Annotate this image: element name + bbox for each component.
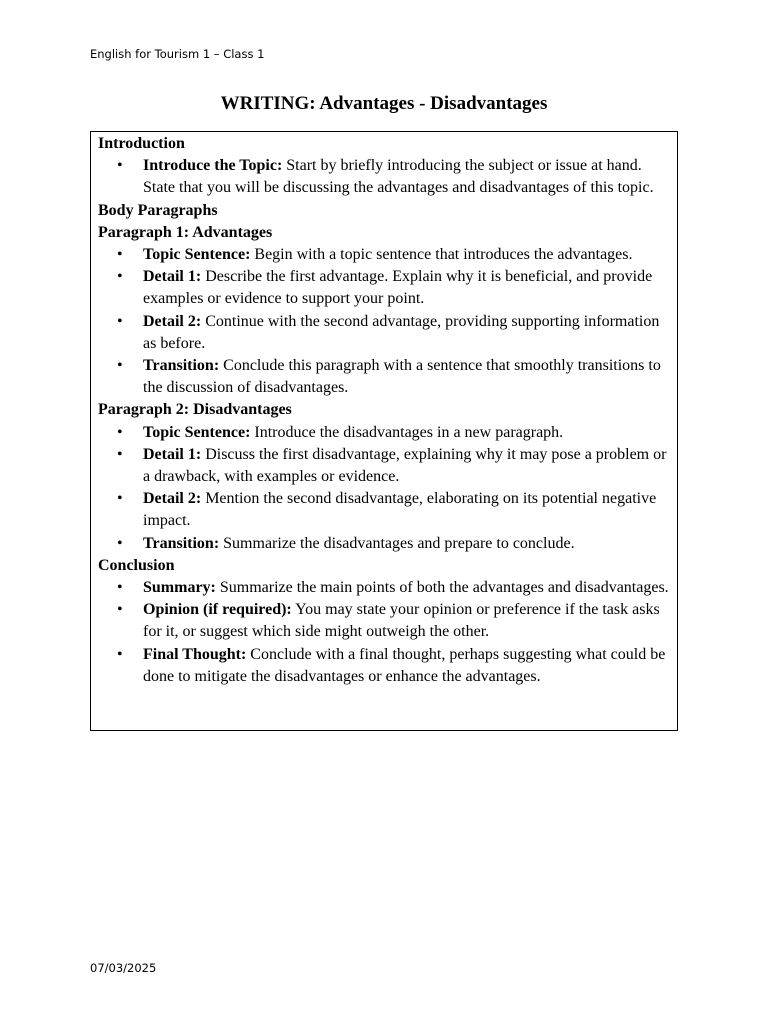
item-text: Start by briefly introducing the subject or issue at hand. State that you will be discussing the advantages and disadvantages of this topic. bbox=[143, 157, 654, 197]
item-term: Introduce the Topic: bbox=[143, 157, 283, 175]
list-item bbox=[98, 577, 673, 599]
footer-date: 07/03/2025 bbox=[90, 961, 157, 975]
outline-content bbox=[98, 133, 673, 688]
item-text: Describe the first advantage. Explain why it is beneficial, and provide examples or evidence to support your point. bbox=[143, 268, 653, 308]
list-item bbox=[98, 488, 673, 532]
list-item bbox=[98, 422, 673, 444]
item-text: Summarize the disadvantages and prepare to conclude. bbox=[219, 534, 575, 552]
bullet-icon: • bbox=[117, 534, 123, 552]
conclusion-list bbox=[98, 577, 673, 688]
page-title: WRITING: Advantages - Disadvantages bbox=[220, 93, 548, 114]
list-item bbox=[98, 355, 673, 399]
bullet-icon: • bbox=[117, 579, 123, 597]
bullet-icon: • bbox=[117, 157, 123, 175]
list-item bbox=[98, 533, 673, 555]
item-term: Transition: bbox=[143, 534, 220, 552]
item-text: Mention the second disadvantage, elaborating on its potential negative impact. bbox=[143, 490, 657, 530]
list-item bbox=[98, 644, 673, 688]
item-term: Opinion (if required): bbox=[143, 601, 292, 619]
item-term: Summary: bbox=[143, 579, 216, 597]
section-heading-paragraph-1: Paragraph 1: Advantages bbox=[98, 223, 273, 241]
item-term: Detail 1: bbox=[143, 268, 202, 286]
item-term: Detail 2: bbox=[143, 490, 202, 508]
item-text: You may state your opinion or preference if the task asks for it, or suggest which side might outweigh the other. bbox=[143, 601, 660, 641]
item-text: Discuss the first disadvantage, explaining why it may pose a problem or a drawback, with examples or evidence. bbox=[143, 445, 667, 486]
item-term: Final Thought: bbox=[143, 645, 247, 663]
paragraph-2-list bbox=[98, 422, 673, 555]
list-item bbox=[98, 599, 673, 643]
item-term: Detail 1: bbox=[143, 445, 202, 463]
bullet-icon: • bbox=[117, 601, 123, 619]
item-term: Transition: bbox=[143, 357, 220, 375]
section-heading-conclusion: Conclusion bbox=[98, 556, 175, 574]
bullet-icon: • bbox=[117, 246, 123, 264]
paragraph-1-list bbox=[98, 244, 673, 399]
item-term: Detail 2: bbox=[143, 312, 202, 330]
introduction-list bbox=[98, 155, 673, 199]
item-text: Conclude this paragraph with a sentence that smoothly transitions to the discussion of disadvantages. bbox=[143, 357, 661, 397]
bullet-icon: • bbox=[117, 357, 123, 375]
list-item bbox=[98, 444, 673, 488]
item-text: Introduce the disadvantages in a new paragraph. bbox=[250, 423, 564, 441]
bullet-icon: • bbox=[117, 312, 123, 330]
page-header: English for Tourism 1 – Class 1 bbox=[90, 47, 265, 61]
bullet-icon: • bbox=[117, 423, 123, 441]
bullet-icon: • bbox=[117, 645, 123, 663]
list-item bbox=[98, 266, 673, 310]
item-text: Begin with a topic sentence that introduces the advantages. bbox=[250, 246, 633, 264]
item-text: Continue with the second advantage, providing supporting information as before. bbox=[143, 312, 660, 352]
section-heading-body-paragraphs: Body Paragraphs bbox=[98, 201, 218, 219]
list-item bbox=[98, 155, 673, 199]
item-term: Topic Sentence: bbox=[143, 423, 251, 441]
outline-box bbox=[90, 131, 678, 731]
item-term: Topic Sentence: bbox=[143, 246, 251, 264]
list-item bbox=[98, 311, 673, 355]
bullet-icon: • bbox=[117, 268, 123, 286]
list-item bbox=[98, 244, 673, 266]
bullet-icon: • bbox=[117, 490, 123, 508]
bullet-icon: • bbox=[117, 445, 123, 463]
section-heading-introduction: Introduction bbox=[98, 135, 185, 152]
section-heading-paragraph-2: Paragraph 2: Disadvantages bbox=[98, 401, 292, 419]
item-text: Conclude with a final thought, perhaps suggesting what could be done to mitigate the disadvantages or enhance the advantages. bbox=[143, 645, 666, 685]
item-text: Summarize the main points of both the advantages and disadvantages. bbox=[215, 579, 669, 597]
